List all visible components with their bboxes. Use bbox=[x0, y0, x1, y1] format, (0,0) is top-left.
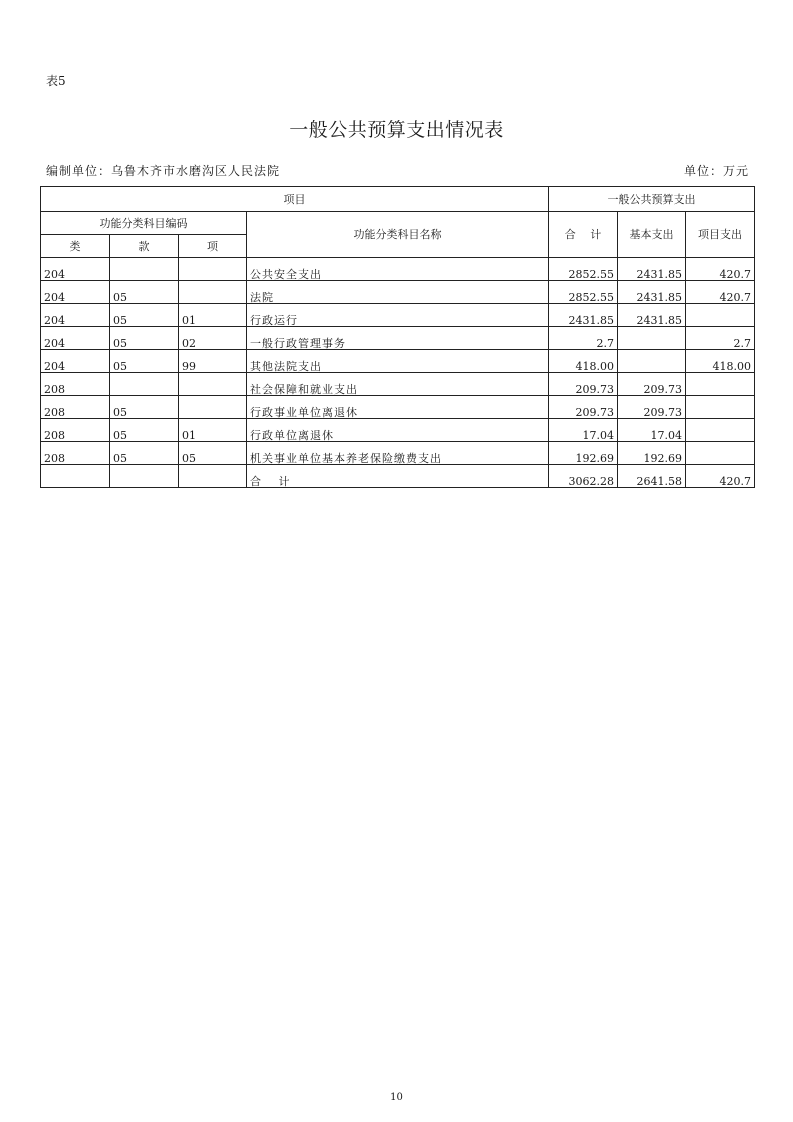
cell-basic: 209.73 bbox=[618, 373, 686, 396]
table-row bbox=[41, 258, 755, 281]
cell-xiang bbox=[179, 396, 247, 419]
header-kuan: 款 bbox=[110, 235, 179, 258]
cell-project: 418.00 bbox=[686, 350, 755, 373]
cell-name: 行政运行 bbox=[247, 304, 549, 327]
cell-kuan: 05 bbox=[110, 281, 179, 304]
table-label: 表5 bbox=[46, 74, 66, 88]
cell-xiang: 01 bbox=[179, 304, 247, 327]
cell-basic: 2431.85 bbox=[618, 281, 686, 304]
cell-name: 一般行政管理事务 bbox=[247, 327, 549, 350]
cell-basic: 2431.85 bbox=[618, 304, 686, 327]
cell-basic: 2431.85 bbox=[618, 258, 686, 281]
cell-kuan: 05 bbox=[110, 419, 179, 442]
cell-project bbox=[686, 396, 755, 419]
cell-kuan: 05 bbox=[110, 442, 179, 465]
table-row bbox=[41, 304, 755, 327]
cell-lei bbox=[41, 465, 110, 488]
cell-name: 机关事业单位基本养老保险缴费支出 bbox=[247, 442, 549, 465]
cell-project: 2.7 bbox=[686, 327, 755, 350]
cell-xiang bbox=[179, 281, 247, 304]
cell-name: 行政事业单位离退休 bbox=[247, 396, 549, 419]
unit-label: 单位：万元 bbox=[683, 164, 749, 178]
cell-total: 2.7 bbox=[549, 327, 618, 350]
table-row bbox=[41, 373, 755, 396]
cell-basic: 17.04 bbox=[618, 419, 686, 442]
table-row bbox=[41, 327, 755, 350]
cell-lei: 208 bbox=[41, 373, 110, 396]
cell-total: 2852.55 bbox=[549, 258, 618, 281]
cell-xiang: 01 bbox=[179, 419, 247, 442]
cell-total: 2431.85 bbox=[549, 304, 618, 327]
cell-basic: 2641.58 bbox=[618, 465, 686, 488]
cell-basic bbox=[618, 350, 686, 373]
table-row bbox=[41, 350, 755, 373]
table-row bbox=[41, 419, 755, 442]
table-row bbox=[41, 396, 755, 419]
cell-project bbox=[686, 419, 755, 442]
cell-kuan: 05 bbox=[110, 350, 179, 373]
cell-lei: 204 bbox=[41, 327, 110, 350]
cell-lei: 204 bbox=[41, 304, 110, 327]
table-row bbox=[41, 281, 755, 304]
budget-table bbox=[40, 186, 755, 488]
cell-lei: 208 bbox=[41, 442, 110, 465]
cell-lei: 208 bbox=[41, 396, 110, 419]
cell-kuan bbox=[110, 258, 179, 281]
header-row-2 bbox=[41, 212, 755, 235]
cell-project bbox=[686, 304, 755, 327]
cell-name: 其他法院支出 bbox=[247, 350, 549, 373]
cell-project bbox=[686, 373, 755, 396]
header-lei: 类 bbox=[41, 235, 110, 258]
cell-lei: 204 bbox=[41, 281, 110, 304]
cell-xiang: 02 bbox=[179, 327, 247, 350]
cell-kuan: 05 bbox=[110, 396, 179, 419]
organization-label: 编制单位：乌鲁木齐市水磨沟区人民法院 bbox=[46, 164, 281, 178]
cell-basic: 192.69 bbox=[618, 442, 686, 465]
cell-xiang bbox=[179, 373, 247, 396]
header-general-budget: 一般公共预算支出 bbox=[549, 187, 755, 212]
cell-kuan: 05 bbox=[110, 304, 179, 327]
table-row bbox=[41, 442, 755, 465]
cell-name: 法院 bbox=[247, 281, 549, 304]
cell-basic: 209.73 bbox=[618, 396, 686, 419]
header-total: 合 计 bbox=[549, 212, 618, 258]
cell-lei: 208 bbox=[41, 419, 110, 442]
cell-project bbox=[686, 442, 755, 465]
header-project-expense: 项目支出 bbox=[686, 212, 755, 258]
cell-xiang: 99 bbox=[179, 350, 247, 373]
cell-kuan bbox=[110, 373, 179, 396]
cell-project: 420.7 bbox=[686, 258, 755, 281]
page-number: 10 bbox=[390, 1092, 403, 1103]
cell-total: 192.69 bbox=[549, 442, 618, 465]
cell-kuan bbox=[110, 465, 179, 488]
cell-lei: 204 bbox=[41, 350, 110, 373]
cell-name: 行政单位离退休 bbox=[247, 419, 549, 442]
cell-total: 17.04 bbox=[549, 419, 618, 442]
cell-total: 209.73 bbox=[549, 373, 618, 396]
cell-kuan: 05 bbox=[110, 327, 179, 350]
header-func-code: 功能分类科目编码 bbox=[41, 212, 247, 235]
cell-name: 合 计 bbox=[247, 465, 549, 488]
page-title: 一般公共预算支出情况表 bbox=[289, 119, 504, 141]
cell-total: 2852.55 bbox=[549, 281, 618, 304]
cell-xiang bbox=[179, 258, 247, 281]
cell-xiang: 05 bbox=[179, 442, 247, 465]
cell-xiang bbox=[179, 465, 247, 488]
cell-total: 209.73 bbox=[549, 396, 618, 419]
cell-total: 3062.28 bbox=[549, 465, 618, 488]
cell-lei: 204 bbox=[41, 258, 110, 281]
cell-project: 420.7 bbox=[686, 281, 755, 304]
header-func-name: 功能分类科目名称 bbox=[247, 212, 549, 258]
header-project: 项目 bbox=[41, 187, 549, 212]
cell-name: 公共安全支出 bbox=[247, 258, 549, 281]
cell-basic bbox=[618, 327, 686, 350]
header-xiang: 项 bbox=[179, 235, 247, 258]
header-basic: 基本支出 bbox=[618, 212, 686, 258]
cell-name: 社会保障和就业支出 bbox=[247, 373, 549, 396]
table-total-row bbox=[41, 465, 755, 488]
cell-total: 418.00 bbox=[549, 350, 618, 373]
cell-project: 420.7 bbox=[686, 465, 755, 488]
header-row-1 bbox=[41, 187, 755, 212]
